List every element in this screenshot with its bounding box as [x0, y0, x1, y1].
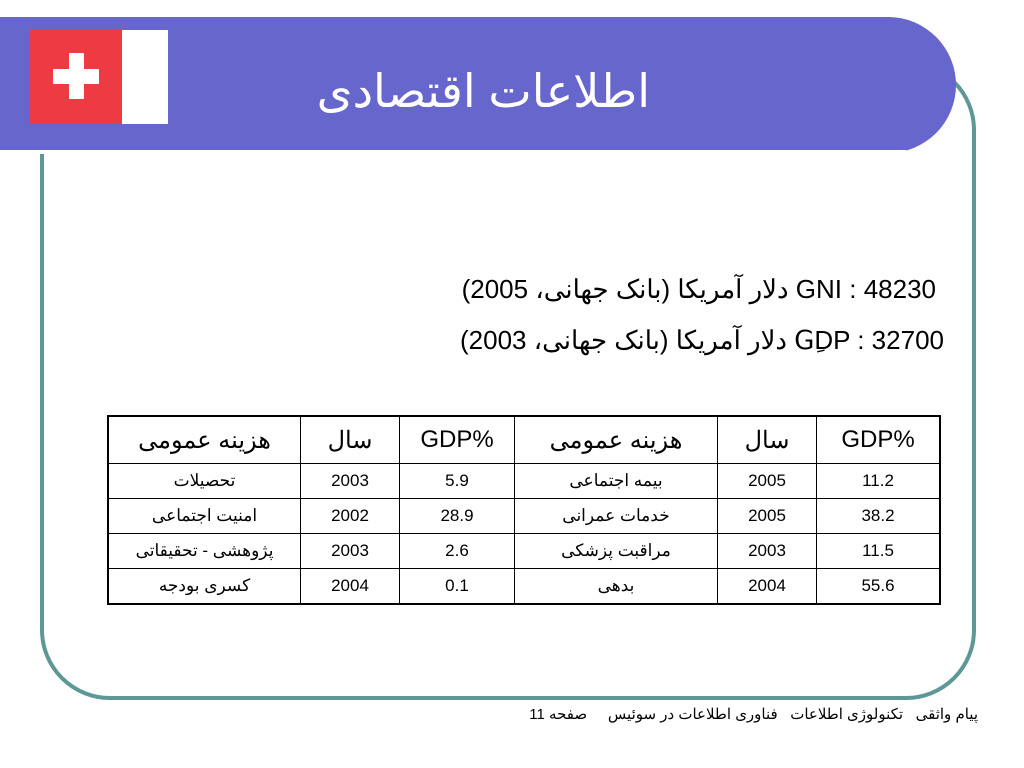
table-cell: بیمه اجتماعی: [515, 464, 718, 499]
header-year-2: سال: [301, 416, 400, 464]
flag-cross-vertical: [69, 53, 84, 99]
table-row: [108, 534, 940, 569]
table-cell: کسری بودجه: [108, 569, 301, 605]
public-expenditure-table: [107, 415, 941, 605]
table-cell: بدهی: [515, 569, 718, 605]
table-cell: امنیت اجتماعی: [108, 499, 301, 534]
slide-footer: پیام واثقی تکنولوژی اطلاعات فناوری اطلاعات در سوئیس صفحه 11: [529, 706, 978, 723]
table-row: [108, 499, 940, 534]
header-expense-2: هزینه عمومی: [108, 416, 301, 464]
flag-red-field: [30, 30, 122, 124]
gdp-line: GِDP : 32700 دلار آمریکا (بانک جهانی، 2003): [460, 325, 944, 355]
table-cell: 2.6: [400, 534, 515, 569]
flag-white-strip: [122, 30, 168, 124]
table-header-row: [108, 416, 940, 464]
table-cell: 2004: [301, 569, 400, 605]
table-cell: 0.1: [400, 569, 515, 605]
header-gdp-1: %GDP: [817, 416, 941, 464]
table-cell: پژوهشی - تحقیقاتی: [108, 534, 301, 569]
swiss-flag-icon: [30, 30, 168, 124]
table-cell: 11.2: [817, 464, 941, 499]
table-cell: 2002: [301, 499, 400, 534]
gni-line: GNI : 48230 دلار آمریکا (بانک جهانی، 2005): [461, 274, 936, 304]
table-cell: خدمات عمرانی: [515, 499, 718, 534]
table-cell: 28.9: [400, 499, 515, 534]
table-row: [108, 569, 940, 605]
table-cell: 38.2: [817, 499, 941, 534]
table-cell: تحصیلات: [108, 464, 301, 499]
table-cell: 2003: [718, 534, 817, 569]
table-cell: 2005: [718, 464, 817, 499]
table-cell: مراقبت پزشکی: [515, 534, 718, 569]
title-underline: [0, 150, 906, 154]
table-cell: 2005: [718, 499, 817, 534]
table-cell: 11.5: [817, 534, 941, 569]
table-cell: 2004: [718, 569, 817, 605]
table-cell: 2003: [301, 464, 400, 499]
table-row: [108, 464, 940, 499]
table-cell: 5.9: [400, 464, 515, 499]
table-cell: 2003: [301, 534, 400, 569]
page-title: اطلاعات اقتصادی: [316, 65, 650, 117]
header-expense-1: هزینه عمومی: [515, 416, 718, 464]
header-gdp-2: %GDP: [400, 416, 515, 464]
header-year-1: سال: [718, 416, 817, 464]
table-cell: 55.6: [817, 569, 941, 605]
